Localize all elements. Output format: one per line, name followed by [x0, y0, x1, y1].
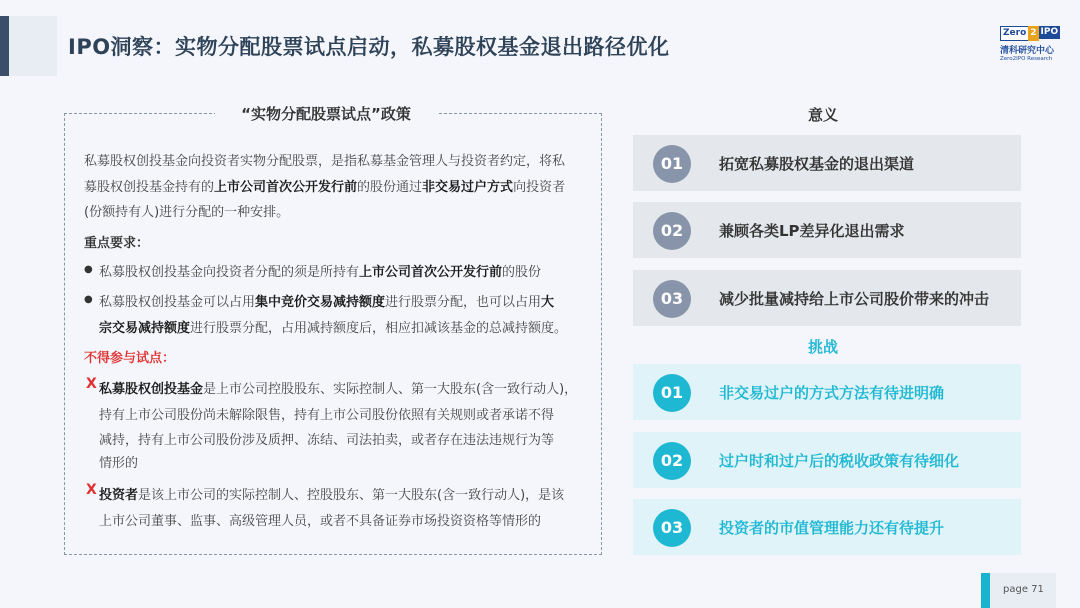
number-badge: 01 — [653, 374, 691, 412]
logo-two-text: 2 — [1028, 26, 1038, 41]
exclude-x-icon: X — [86, 376, 97, 392]
policy-intro-line: 私募股权创投基金向投资者实物分配股票，是指私募基金管理人与投资者约定，将私 — [84, 154, 566, 169]
exclusion-line: 私募股权创投基金是上市公司控股股东、实际控制人、第一大股东(含一致行动人)， — [99, 382, 578, 397]
meaning-card — [633, 202, 1021, 258]
emphasis-text: 非交易过户方式 — [422, 180, 514, 195]
emphasis-text: 集中竞价交易减持额度 — [255, 295, 386, 310]
exclusion-line: 情形的 — [99, 456, 139, 471]
exclusions-heading: 不得参与试点： — [84, 351, 176, 366]
bullet-dot-icon: ● — [84, 264, 93, 275]
page-number: page 71 — [1003, 584, 1044, 595]
policy-intro-line: (份额持有人)进行分配的一种安排。 — [84, 205, 290, 220]
key-requirements-heading: 重点要求： — [84, 236, 150, 251]
challenge-label: 投资者的市值管理能力还有待提升 — [719, 519, 945, 537]
exclusion-line: 减持，持有上市公司股份涉及质押、冻结、司法拍卖，或者存在违法违规行为等 — [99, 433, 555, 448]
exclusion-line: 上市公司董事、监事、高级管理人员，或者不具备证券市场投资资格等情形的 — [99, 514, 542, 529]
number-badge: 02 — [653, 442, 691, 480]
meaning-label: 兼顾各类LP差异化退出需求 — [719, 222, 905, 240]
exclusion-line: 持有上市公司股份尚未解除限售，持有上市公司股份依照有关规则或者承诺不得 — [99, 408, 555, 423]
emphasis-text: 大 — [541, 295, 555, 310]
meaning-label: 拓宽私募股权基金的退出渠道 — [719, 155, 915, 173]
title-accent-bar — [0, 16, 9, 76]
page-title: IPO洞察：实物分配股票试点启动，私募股权基金退出路径优化 — [68, 35, 670, 59]
challenge-label: 非交易过户的方式方法有待进明确 — [719, 384, 945, 402]
meaning-label: 减少批量减持给上市公司股价带来的冲击 — [719, 290, 990, 308]
logo-english-name: Zero2IPO Research — [1000, 56, 1053, 62]
number-badge: 03 — [653, 509, 691, 547]
challenge-card — [633, 364, 1021, 420]
key-requirement-line: 宗交易减持额度进行股票分配，占用减持额度后，相应扣减该基金的总减持额度。 — [99, 321, 568, 336]
exclude-x-icon: X — [86, 482, 97, 498]
emphasis-text: 上市公司首次公开发行前 — [214, 180, 358, 195]
exclusion-line: 投资者是该上市公司的实际控制人、控股股东、第一大股东(含一致行动人)，是该 — [99, 488, 565, 503]
challenge-card — [633, 432, 1021, 488]
number-badge: 03 — [653, 280, 691, 318]
number-badge: 01 — [653, 145, 691, 183]
title-accent-block — [9, 16, 57, 76]
zero2ipo-logo — [1000, 26, 1060, 66]
key-requirement-line: 私募股权创投基金可以占用集中竞价交易减持额度进行股票分配，也可以占用大 — [99, 295, 555, 310]
meaning-card — [633, 270, 1021, 326]
challenge-title: 挑战 — [808, 338, 839, 356]
emphasis-text: 投资者 — [99, 488, 139, 503]
challenge-card — [633, 499, 1021, 555]
emphasis-text: 私募股权创投基金 — [99, 382, 204, 397]
emphasis-text: 宗交易减持额度 — [99, 321, 191, 336]
logo-zero-text: Zero — [1000, 26, 1028, 41]
policy-intro-line: 募股权创投基金持有的上市公司首次公开发行前的股份通过非交易过户方式向投资者 — [84, 180, 566, 195]
logo-chinese-name: 清科研究中心 — [1000, 46, 1055, 56]
footer-accent-bar — [981, 573, 990, 608]
policy-heading: “实物分配股票试点”政策 — [215, 103, 437, 124]
logo-ipo-text: IPO — [1040, 27, 1059, 37]
emphasis-text: 上市公司首次公开发行前 — [359, 265, 503, 280]
challenge-label: 过户时和过户后的税收政策有待细化 — [719, 452, 960, 470]
meaning-card — [633, 135, 1021, 191]
meaning-title: 意义 — [808, 106, 839, 124]
number-badge: 02 — [653, 212, 691, 250]
bullet-dot-icon: ● — [84, 294, 93, 305]
key-requirement-line: 私募股权创投基金向投资者分配的须是所持有上市公司首次公开发行前的股份 — [99, 265, 542, 280]
